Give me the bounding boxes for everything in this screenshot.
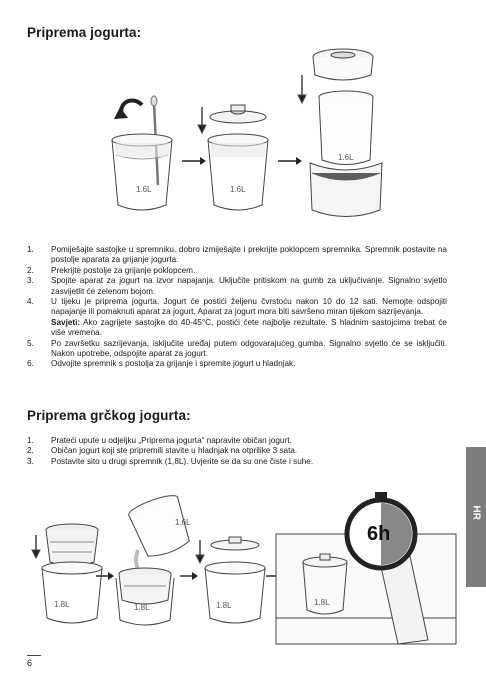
section-title-greek-yogurt: Priprema grčkog jogurta: bbox=[27, 408, 191, 423]
arrow-right-icon bbox=[96, 572, 114, 580]
list-item: 5. Po završetku sazrijevanja, isključite uređaj putem odgovarajućeg gumba. Signalno svjetlo će se isključiti. Nakon upotrebe, odspojite aparat za jogurt. bbox=[27, 338, 447, 359]
capacity-label: 1.6L bbox=[136, 185, 152, 194]
timer-icon bbox=[347, 492, 415, 568]
list-item: 2. Običan jogurt koji ste pripremili stavite u hladnjak na otprilike 3 sata. bbox=[27, 446, 298, 456]
list-item: 1. Pomiješajte sastojke u spremniku, dobro izmiješajte i prekrijte poklopcem spremnika. Spremnik postavite na postolje aparata za grijanje jogurta. bbox=[27, 245, 447, 265]
page-number: 6 bbox=[27, 658, 33, 668]
stir-arrow-icon bbox=[121, 100, 142, 115]
section-title-yogurt: Priprema jogurta: bbox=[27, 25, 142, 40]
list-item: 2. Prekrijte postolje za grijanje poklopcem. bbox=[27, 265, 196, 275]
timer-label: 6h bbox=[367, 523, 391, 545]
list-item: 3. Postavite sito u drugi spremnik (1,8L). Uvjerite se da su one čiste i suhe. bbox=[27, 456, 314, 466]
footer-rule bbox=[27, 655, 41, 656]
pouring-yogurt bbox=[116, 492, 194, 625]
arrow-right-icon bbox=[278, 157, 302, 165]
capacity-label: 1.6L bbox=[230, 185, 246, 194]
yogurt-steps-list bbox=[27, 245, 447, 370]
list-item: 3. Spojite aparat za jogurt na izvor napajanja. Uključite pritiskom na gumb za uključivanje. Signalno svjetlo zasvijetlit će zelenom bojom. bbox=[27, 276, 447, 296]
capacity-label: 1.6L bbox=[338, 153, 354, 162]
capacity-label: 1.8L bbox=[216, 601, 232, 610]
capacity-label: 1.8L bbox=[134, 603, 150, 612]
list-item: 4. U tijeku je priprema jogurta. Jogurt će postići željenu čvrstoću nakon 10 do 12 sati. Nemojte odspojiti napajanje ili pomaknuti aparat za jogurt. Aparat za jogurt mora biti savršeno miran tijekom sazrijevanja. Savjeti: Ako zagrijete sastojke do 40-45°C, postići ćete najbolje rezultate. S hladnim sastojcima trebat će više vremena. bbox=[27, 297, 447, 338]
list-item: 1. Prateći upute u odjeljku „Priprema jogurta“ napravite običan jogurt. bbox=[27, 436, 292, 445]
greek-yogurt-illustration bbox=[30, 490, 466, 650]
container-with-lid bbox=[196, 537, 265, 623]
container-open bbox=[112, 134, 172, 210]
greek-yogurt-steps-list bbox=[27, 436, 447, 467]
arrow-right-icon bbox=[180, 572, 198, 580]
container-with-lid bbox=[198, 105, 268, 210]
capacity-label: 1.8L bbox=[314, 598, 330, 607]
capacity-label: 1.8L bbox=[54, 600, 70, 609]
arrow-right-icon bbox=[182, 157, 206, 165]
yogurt-preparation-illustration bbox=[110, 45, 390, 230]
language-tab bbox=[466, 447, 486, 587]
language-code: HR bbox=[470, 505, 482, 520]
capacity-label: 1.6L bbox=[175, 518, 191, 527]
tip-note: Savjeti: Ako zagrijete sastojke do 40-45°C, postići ćete najbolje rezultate. S hladnim sastojcima trebat će više vremena. bbox=[51, 317, 447, 338]
list-item: 6. Odvojite spremnik s postolja za grijanje i spremite jogurt u hladnjak. bbox=[27, 359, 296, 369]
yogurt-maker-appliance bbox=[298, 49, 382, 217]
